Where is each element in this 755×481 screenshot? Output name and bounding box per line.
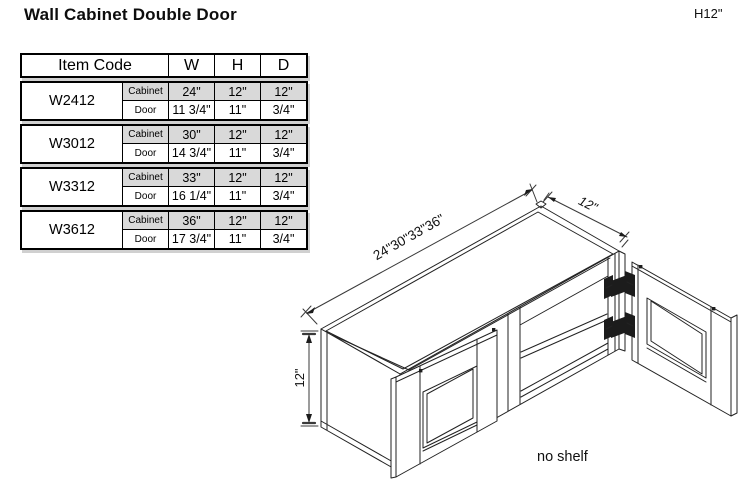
door-width-value: 11 3/4" [168, 101, 214, 119]
cabinet-width-value: 33" [168, 169, 214, 187]
door-depth-value: 3/4" [260, 230, 306, 248]
width-dimension-label: 24"30"33"36" [370, 211, 447, 264]
door-height-value: 11" [214, 101, 260, 119]
col-header-height: H [214, 55, 260, 76]
right-stile [608, 253, 615, 355]
door-height-value: 11" [214, 144, 260, 162]
row-label-cabinet: Cabinet [122, 212, 168, 230]
cabinet-height-value: 12" [214, 212, 260, 230]
item-code: W2412 [49, 93, 95, 109]
door-depth-value: 3/4" [260, 101, 306, 119]
cabinet-depth-value: 12" [260, 212, 306, 230]
cabinet-width-value: 36" [168, 212, 214, 230]
right-door [632, 262, 737, 416]
door-width-value: 17 3/4" [168, 230, 214, 248]
cabinet-height-value: 12" [214, 126, 260, 144]
center-stile [508, 307, 520, 411]
row-label-door: Door [122, 187, 168, 205]
door-height-value: 11" [214, 187, 260, 205]
door-depth-value: 3/4" [260, 187, 306, 205]
col-header-depth: D [260, 55, 306, 76]
no-shelf-note: no shelf [537, 449, 588, 465]
cabinet-width-value: 30" [168, 126, 214, 144]
col-header-item-code: Item Code [58, 56, 132, 74]
cabinet-height-value: 12" [214, 169, 260, 187]
page-title: Wall Cabinet Double Door [24, 5, 237, 24]
item-code: W3612 [49, 222, 95, 238]
door-width-value: 14 3/4" [168, 144, 214, 162]
row-label-cabinet: Cabinet [122, 126, 168, 144]
door-height-value: 11" [214, 230, 260, 248]
item-code: W3312 [49, 179, 95, 195]
cabinet-height-value: 12" [214, 83, 260, 101]
cabinet-depth-value: 12" [260, 169, 306, 187]
col-header-width: W [168, 55, 214, 76]
series-height-label: H12" [694, 6, 723, 21]
row-label-door: Door [122, 144, 168, 162]
row-label-cabinet: Cabinet [122, 169, 168, 187]
height-dimension-label: 12" [292, 368, 307, 388]
cabinet-depth-value: 12" [260, 126, 306, 144]
height-dimension [292, 331, 318, 426]
cabinet-width-value: 24" [168, 83, 214, 101]
row-label-cabinet: Cabinet [122, 83, 168, 101]
door-width-value: 16 1/4" [168, 187, 214, 205]
door-depth-value: 3/4" [260, 144, 306, 162]
cabinet-depth-value: 12" [260, 83, 306, 101]
row-label-door: Door [122, 101, 168, 119]
row-label-door: Door [122, 230, 168, 248]
item-code: W3012 [49, 136, 95, 152]
depth-dimension-label: 12" [576, 193, 600, 215]
